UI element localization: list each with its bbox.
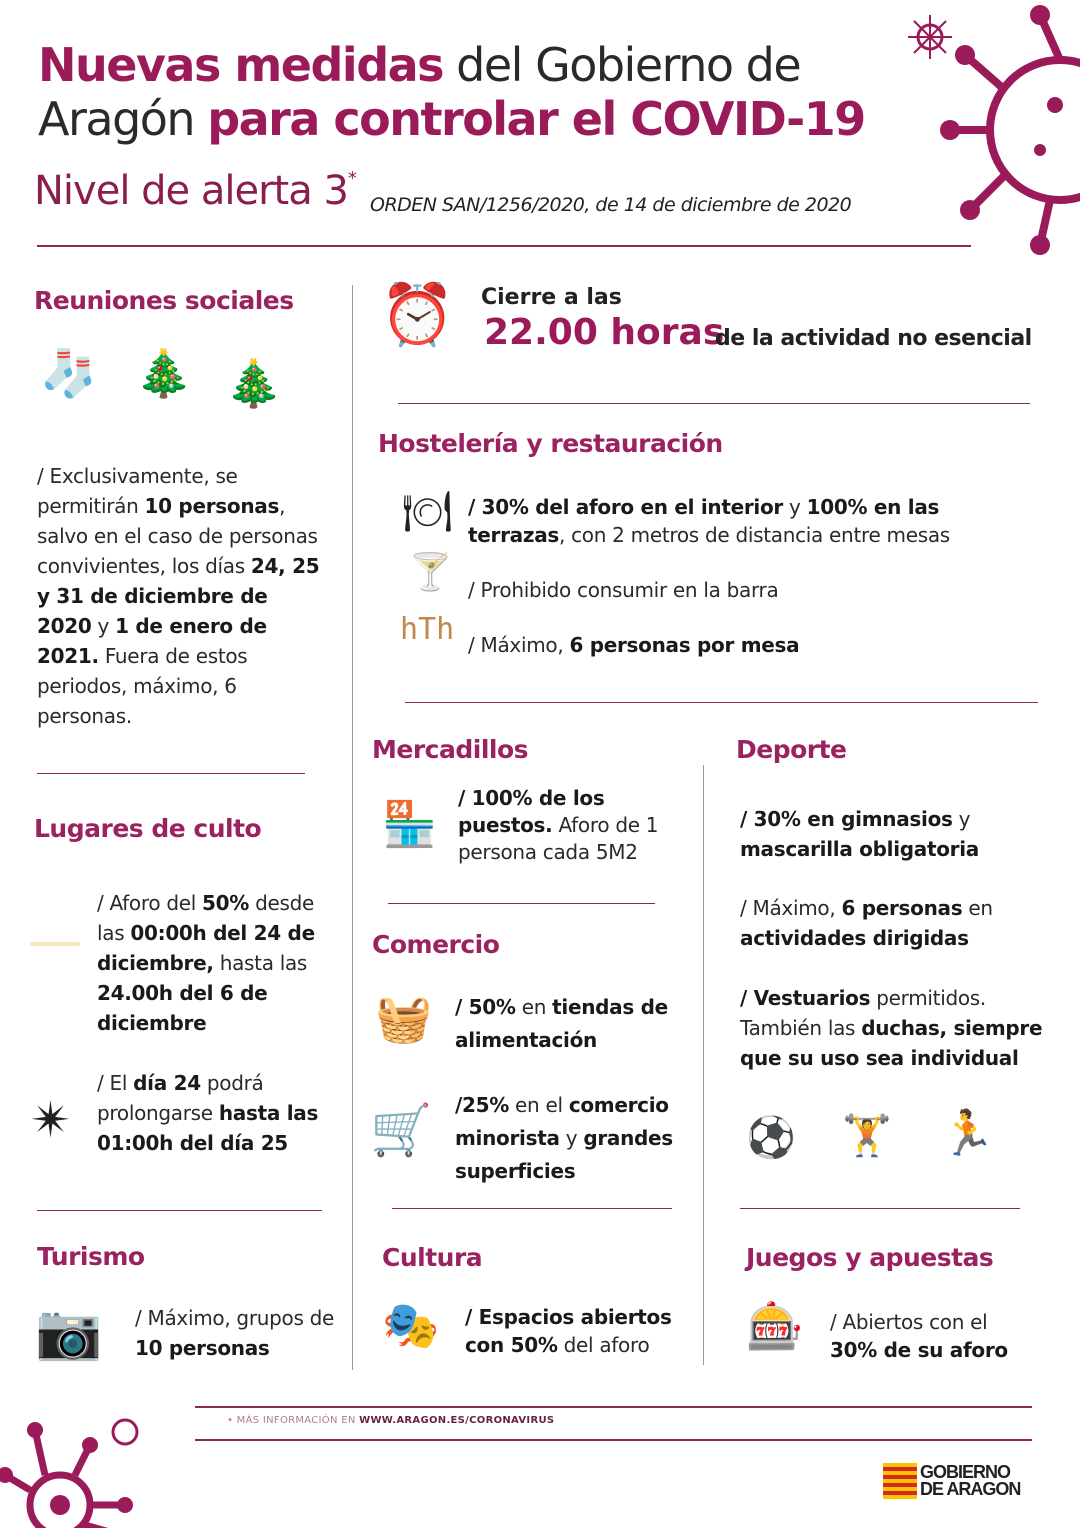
logo-line-1: GOBIERNO: [920, 1462, 1011, 1482]
bold-text: tiendas de alimentación: [455, 995, 668, 1052]
text: / El: [97, 1071, 134, 1095]
cierre-time: 22.00 horas: [484, 312, 725, 353]
bold-text: hasta las 01:00h del día 25: [97, 1101, 319, 1155]
text: , salvo en el caso de personas convivientes, los días: [37, 494, 318, 578]
hosteleria-title: Hostelería y restauración: [378, 429, 723, 458]
divider: [392, 1208, 672, 1209]
bold-text: duchas, siempre que su uso sea individual: [740, 1016, 1043, 1070]
comercio-item-1: [455, 991, 695, 1057]
deporte-item-1: [740, 804, 1040, 864]
text: / Exclusivamente, se permitirán: [37, 464, 238, 518]
light-glow-icon: [30, 942, 80, 946]
text: Fuera de estos periodos, máximo, 6 personas.: [37, 644, 248, 728]
virus-icon-bottom: [0, 1410, 160, 1528]
divider: [405, 702, 1038, 703]
bold-text: / 30% del aforo en el interior: [468, 495, 783, 519]
bold-text: 30% de su aforo: [830, 1338, 1008, 1362]
deporte-item-2: [740, 893, 1040, 953]
footer-divider-top: [195, 1406, 1032, 1408]
bold-text: día 24: [133, 1071, 201, 1095]
text: / Aforo del: [97, 891, 203, 915]
cultura-text: [465, 1303, 695, 1359]
culto-item-2: [97, 1068, 337, 1158]
cierre-suffix: de la actividad no esencial: [715, 326, 1032, 351]
hosteleria-item-2: [468, 575, 1028, 605]
text: / Máximo, grupos de: [135, 1306, 335, 1330]
theater-masks-icon: 🎭: [382, 1298, 440, 1352]
christmas-stocking-icon: 🧦: [40, 346, 98, 400]
runner-icon: 🏃: [940, 1108, 995, 1159]
bold-text: / 50%: [455, 995, 516, 1019]
text: podrá prolongarse: [97, 1071, 264, 1125]
bold-text: / Vestuarios: [740, 986, 871, 1010]
bold-text: grandes superficies: [455, 1126, 673, 1183]
text: Aforo de 1 persona cada 5M2: [458, 813, 659, 864]
small-virus-icon: [905, 12, 955, 62]
text: , con 2 metros de distancia entre mesas: [559, 523, 950, 547]
bold-text: /25%: [455, 1093, 509, 1117]
juegos-text: [830, 1308, 1030, 1364]
text: en el: [508, 1093, 569, 1117]
bold-text: para controlar el COVID-19: [207, 92, 865, 146]
more-info-label: • MÁS INFORMACIÓN EN: [227, 1415, 360, 1426]
text: Aragón: [38, 92, 208, 146]
text: permitidos. También las: [740, 986, 986, 1040]
table-chairs-icon: hTh: [400, 612, 455, 647]
bold-text: / 100% de los puestos.: [458, 786, 605, 837]
bold-text: / Espacios abiertos con 50%: [465, 1305, 672, 1357]
divider: [398, 403, 1030, 404]
bold-text: 00:00h del 24 de diciembre,: [97, 921, 315, 975]
juegos-title: Juegos y apuestas: [746, 1243, 994, 1272]
cultura-title: Cultura: [382, 1243, 483, 1272]
alarm-clock-icon: ⏰: [380, 280, 455, 350]
text: del aforo: [557, 1333, 650, 1357]
logo-line-2: DE ARAGON: [920, 1479, 1021, 1499]
mercadillos-title: Mercadillos: [372, 735, 529, 764]
aragon-flag-icon: [883, 1463, 917, 1499]
christmas-tree-icon: 🎄: [135, 346, 193, 400]
bold-text: 24.00h del 6 de diciembre: [97, 981, 268, 1035]
bold-text: 50%: [202, 891, 250, 915]
bold-text: mascarilla obligatoria: [740, 837, 979, 861]
star-icon: ✴: [30, 1091, 72, 1149]
text: y: [559, 1126, 584, 1150]
divider: [388, 903, 655, 904]
grocery-basket-icon: 🧺: [375, 991, 433, 1045]
alert-level: [34, 168, 356, 214]
turismo-text: [135, 1303, 335, 1363]
column-divider-2: [703, 765, 704, 1365]
bold-text: Nuevas medidas: [38, 38, 444, 92]
market-stall-icon: 🏪: [382, 799, 437, 850]
column-divider-1: [352, 285, 353, 1370]
hosteleria-item-1: [468, 493, 1038, 549]
text: y: [91, 614, 116, 638]
camera-icon: 📷: [35, 1300, 103, 1363]
bold-text: / 30% en gimnasios: [740, 807, 953, 831]
cierre-prefix: Cierre a las: [481, 285, 622, 310]
header-divider: [37, 245, 971, 247]
deporte-title: Deporte: [736, 735, 847, 764]
bold-text: actividades dirigidas: [740, 926, 969, 950]
weightlifter-icon: 🏋: [842, 1113, 892, 1159]
gobierno-aragon-logo: [883, 1463, 1020, 1499]
culto-item-1: [97, 888, 347, 1038]
reuniones-title: Reuniones sociales: [34, 286, 294, 315]
bold-text: comercio minorista: [455, 1093, 669, 1150]
footer-divider-bottom: [195, 1439, 1032, 1441]
shopping-cart-icon: 🛒: [370, 1101, 433, 1159]
divider: [37, 1210, 322, 1211]
poker-chips-icon: 🎰: [746, 1299, 804, 1353]
page-title: [38, 38, 865, 146]
text: en: [962, 896, 993, 920]
text: / Prohibido consumir en la barra: [468, 578, 779, 602]
bold-text: 100% en las terrazas: [468, 495, 940, 547]
divider: [37, 773, 305, 774]
text: / Máximo,: [468, 633, 570, 657]
text: hasta las: [213, 951, 308, 975]
alert-asterisk: *: [347, 168, 356, 189]
cloche-icon: 🍽: [402, 489, 453, 535]
text: del Gobierno de: [443, 38, 801, 92]
turismo-title: Turismo: [37, 1242, 145, 1271]
more-info-link[interactable]: WWW.ARAGON.ES/CORONAVIRUS: [359, 1415, 555, 1426]
soccer-ball-icon: ⚽: [746, 1115, 796, 1161]
reuniones-text: [37, 461, 322, 731]
text: / Máximo,: [740, 896, 842, 920]
text: desde las: [97, 891, 315, 945]
deporte-item-3: [740, 983, 1060, 1073]
bold-text: 10 personas: [144, 494, 280, 518]
bold-text: 6 personas por mesa: [569, 633, 800, 657]
bold-text: 1 de enero de 2021.: [37, 614, 267, 668]
more-info: [227, 1415, 554, 1426]
text: y: [952, 807, 971, 831]
comercio-title: Comercio: [372, 930, 500, 959]
mercadillos-text: [458, 785, 683, 866]
ornaments-icon: 🎄: [225, 356, 283, 410]
cocktail-icon: 🍸: [408, 552, 453, 593]
hosteleria-item-3: [468, 630, 1028, 660]
culto-title: Lugares de culto: [34, 814, 262, 843]
alert-level-text: Nivel de alerta 3: [34, 168, 348, 214]
bold-text: 24, 25 y 31 de diciembre de 2020: [37, 554, 320, 638]
text: en: [515, 995, 553, 1019]
bold-text: 6 personas: [841, 896, 963, 920]
text: y: [783, 495, 807, 519]
order-reference: ORDEN SAN/1256/2020, de 14 de diciembre de 2020: [370, 194, 852, 216]
text: / Abiertos con el: [830, 1310, 988, 1334]
comercio-item-2: [455, 1089, 700, 1188]
bold-text: 10 personas: [135, 1336, 270, 1360]
divider: [740, 1208, 1020, 1209]
